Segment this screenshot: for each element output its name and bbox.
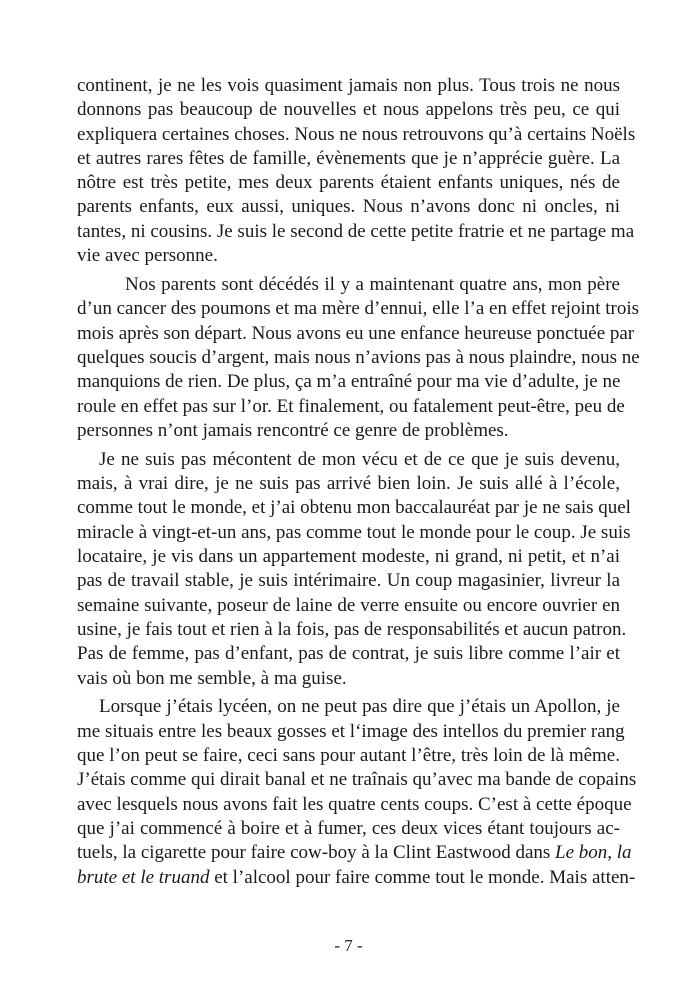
body-text — [77, 74, 640, 895]
page-number: - 7 - — [334, 936, 363, 955]
paragraph-1 — [77, 74, 636, 268]
text-line: tantes, ni cousins. Je suis le second de cette petite fratrie et ne partage ma — [77, 220, 635, 242]
text-line: avec lesquels nous avons fait les quatre cents coups. C’est à cette époque — [77, 793, 632, 815]
text-line: me situais entre les beaux gosses et l‘image des intellos du premier rang — [77, 720, 625, 742]
text-line: d’un cancer des poumons et ma mère d’ennui, elle l’a en effet rejoint trois — [77, 298, 640, 320]
text-line: usine, je fais tout et rien à la fois, pas de responsabilités et aucun patron. — [77, 618, 627, 640]
text-line-with-title — [77, 841, 632, 865]
text-line: manquions de rien. De plus, ça m’a entraîné pour ma vie d’adulte, je ne — [77, 371, 621, 393]
text-line-with-title — [77, 866, 636, 890]
text-line: mais, à vrai dire, je ne suis pas arrivé bien loin. Je suis allé à l’école, — [77, 473, 620, 495]
paragraph-2 — [77, 273, 640, 443]
text-segment: et l’alcool pour faire comme tout le monde. Mais atten- — [209, 866, 636, 888]
text-line: nôtre est très petite, mes deux parents étaient enfants uniques, nés de — [77, 172, 620, 194]
text-line: comme tout le monde, et j’ai obtenu mon baccalauréat par je ne sais quel — [77, 497, 631, 519]
text-line: semaine suivante, poseur de laine de verre ensuite ou encore ouvrier en — [77, 594, 620, 616]
text-line: que l’on peut se faire, ceci sans pour autant l’être, très loin de là même. — [77, 745, 620, 767]
paragraph-4 — [77, 695, 637, 889]
text-line: Pas de femme, pas d’enfant, pas de contrat, je suis libre comme l’air et — [77, 643, 620, 665]
text-line: J’étais comme qui dirait banal et ne traînais qu’avec ma bande de copains — [77, 769, 637, 791]
text-line: continent, je ne les vois quasiment jamais non plus. Tous trois ne nous — [77, 75, 620, 96]
text-segment: tuels, la cigarette pour faire cow-boy à la Clint Eastwood dans — [77, 842, 556, 864]
text-line: miracle à vingt-et-un ans, pas comme tout le monde pour le coup. Je suis — [77, 521, 631, 543]
text-line: roule en effet pas sur l’or. Et finalement, ou fatalement peut-être, peu de — [77, 395, 625, 417]
text-line: quelques soucis d’argent, mais nous n’avions pas à nous plaindre, nous ne — [77, 346, 640, 368]
text-line: personnes n’ont jamais rencontré ce genre de problèmes. — [77, 419, 509, 441]
text-line: Nos parents sont décédés il y a maintenant quatre ans, mon père — [125, 274, 620, 296]
film-title: brute et le truand — [77, 866, 210, 888]
text-line: et autres rares fêtes de famille, évènements que je n’apprécie guère. La — [77, 147, 620, 169]
text-line: que j’ai commencé à boire et à fumer, ces deux vices étant toujours ac- — [77, 817, 620, 839]
text-line: Je ne suis pas mécontent de mon vécu et de ce que je suis devenu, — [99, 448, 620, 470]
text-line: mois après son départ. Nous avons eu une enfance heureuse ponctuée par — [77, 322, 635, 344]
text-line: expliquera certaines choses. Nous ne nous retrouvons qu’à certains Noëls — [77, 123, 636, 145]
text-line: pas de travail stable, je suis intérimaire. Un coup magasinier, livreur la — [77, 570, 620, 592]
text-line: parents enfants, eux aussi, uniques. Nous n’avons donc ni oncles, ni — [77, 196, 620, 218]
text-line: vais où bon me semble, à ma guise. — [77, 667, 347, 689]
text-line: locataire, je vis dans un appartement modeste, ni grand, ni petit, et n’ai — [77, 546, 620, 568]
text-line: donnons pas beaucoup de nouvelles et nous appelons très peu, ce qui — [77, 99, 620, 121]
text-line: vie avec personne. — [77, 245, 218, 267]
paragraph-3 — [77, 448, 631, 691]
film-title: Le bon, la — [555, 842, 632, 864]
text-line: Lorsque j’étais lycéen, on ne peut pas dire que j’étais un Apollon, je — [99, 696, 620, 718]
